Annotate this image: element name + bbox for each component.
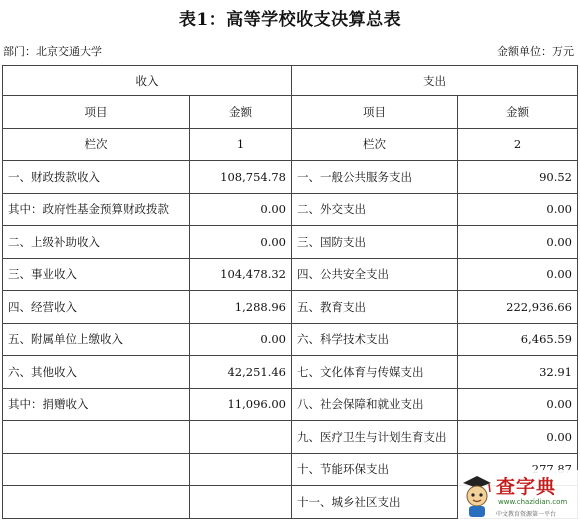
- income-item-cell: [3, 486, 190, 519]
- expense-item-cell: 四、公共安全支出: [292, 258, 458, 291]
- income-item-cell: 六、其他收入: [3, 356, 190, 389]
- income-amount-cell: [190, 421, 292, 454]
- income-amount-header: 金额: [190, 96, 292, 129]
- expense-item-cell: 十一、城乡社区支出: [292, 486, 458, 519]
- income-column-no: 1: [190, 128, 292, 161]
- expense-item-header: 项目: [292, 96, 458, 129]
- table-row: [3, 421, 578, 454]
- table-row: [3, 356, 578, 389]
- expense-item-cell: 十、节能环保支出: [292, 453, 458, 486]
- income-item-header: 项目: [3, 96, 190, 129]
- income-amount-cell: 0.00: [190, 226, 292, 259]
- expense-column-no-label: 栏次: [292, 128, 458, 161]
- expenditure-section-header: 支出: [292, 66, 578, 96]
- report-title: 表1：高等学校收支决算总表: [178, 10, 402, 30]
- expense-amount-cell: 6,465.59: [458, 323, 578, 356]
- department-label: 部门：北京交通大学: [3, 45, 102, 58]
- table-row: [3, 323, 578, 356]
- income-section-header: 收入: [3, 66, 292, 96]
- expense-amount-cell: 0.00: [458, 258, 578, 291]
- expense-amount-cell: 222,936.66: [458, 291, 578, 324]
- unit-label: 金额单位：万元: [497, 45, 574, 58]
- expense-amount-cell: 0.00: [458, 421, 578, 454]
- income-item-cell: 一、财政拨款收入: [3, 161, 190, 194]
- expense-item-cell: 三、国防支出: [292, 226, 458, 259]
- column-header-row: [3, 96, 578, 129]
- watermark-logo: [458, 470, 578, 522]
- table-row: [3, 291, 578, 324]
- expense-amount-cell: 0.00: [458, 226, 578, 259]
- expense-item-cell: 七、文化体育与传媒支出: [292, 356, 458, 389]
- income-item-cell: 二、上级补助收入: [3, 226, 190, 259]
- expense-item-cell: 五、教育支出: [292, 291, 458, 324]
- table-row: [3, 388, 578, 421]
- income-item-cell: 四、经营收入: [3, 291, 190, 324]
- income-item-cell: 其中：捐赠收入: [3, 388, 190, 421]
- table-row: [3, 193, 578, 226]
- watermark-slogan: 中文教育资源第一平台: [496, 511, 557, 518]
- expense-amount-cell: 90.52: [458, 161, 578, 194]
- income-amount-cell: 104,478.32: [190, 258, 292, 291]
- income-item-cell: [3, 453, 190, 486]
- income-item-cell: 其中：政府性基金预算财政拨款: [3, 193, 190, 226]
- income-amount-cell: 0.00: [190, 193, 292, 226]
- income-amount-cell: 42,251.46: [190, 356, 292, 389]
- income-item-cell: [3, 421, 190, 454]
- expense-amount-cell: 0.00: [458, 388, 578, 421]
- income-expenditure-table: [2, 65, 578, 519]
- table-row: [3, 161, 578, 194]
- table-row: [3, 258, 578, 291]
- mascot-icon: [460, 474, 494, 518]
- income-item-cell: 五、附属单位上缴收入: [3, 323, 190, 356]
- watermark-name: 查字典: [496, 476, 557, 498]
- expense-item-cell: 八、社会保障和就业支出: [292, 388, 458, 421]
- table-row: [3, 226, 578, 259]
- income-amount-cell: 11,096.00: [190, 388, 292, 421]
- income-amount-cell: [190, 453, 292, 486]
- column-number-row: [3, 128, 578, 161]
- income-amount-cell: 108,754.78: [190, 161, 292, 194]
- expense-amount-header: 金额: [458, 96, 578, 129]
- income-amount-cell: 1,288.96: [190, 291, 292, 324]
- income-item-cell: 三、事业收入: [3, 258, 190, 291]
- expense-item-cell: 九、医疗卫生与计划生育支出: [292, 421, 458, 454]
- income-amount-cell: [190, 486, 292, 519]
- watermark-url: www.chazidian.com: [498, 498, 568, 506]
- expense-item-cell: 二、外交支出: [292, 193, 458, 226]
- section-header-row: [3, 66, 578, 96]
- expense-amount-cell: 0.00: [458, 193, 578, 226]
- table-body: [3, 161, 578, 519]
- expense-amount-cell: 32.91: [458, 356, 578, 389]
- expense-item-cell: 一、一般公共服务支出: [292, 161, 458, 194]
- expense-item-cell: 六、科学技术支出: [292, 323, 458, 356]
- income-column-no-label: 栏次: [3, 128, 190, 161]
- expense-column-no: 2: [458, 128, 578, 161]
- income-amount-cell: 0.00: [190, 323, 292, 356]
